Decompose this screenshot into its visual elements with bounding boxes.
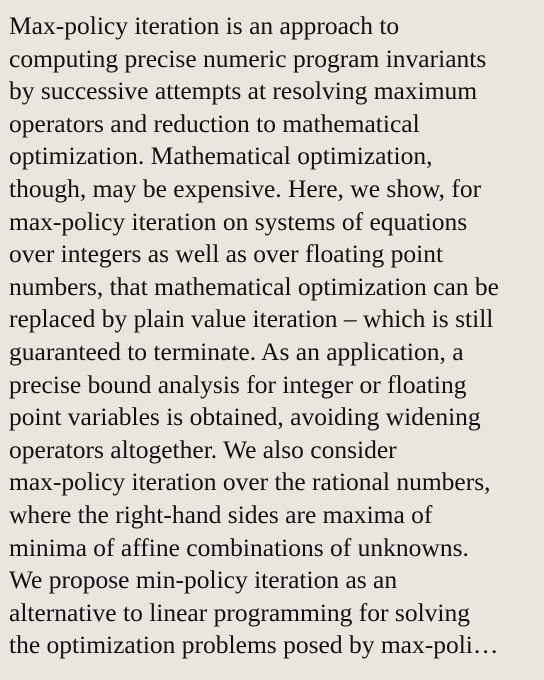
abstract-line: replaced by plain value iteration – which is still bbox=[9, 304, 494, 334]
abstract-line: We propose min-policy iteration as an bbox=[9, 565, 398, 595]
abstract-line: optimization. Mathematical optimization, bbox=[9, 141, 433, 171]
abstract-line: computing precise numeric program invariants bbox=[9, 43, 487, 73]
abstract-line: the optimization problems posed by max-poli… bbox=[9, 630, 499, 660]
abstract-line: where the right-hand sides are maxima of bbox=[9, 499, 433, 529]
abstract-line: Max-policy iteration is an approach to bbox=[9, 11, 400, 40]
abstract-line: alternative to linear programming for solving bbox=[9, 597, 470, 627]
abstract-text bbox=[9, 10, 544, 662]
abstract-line: operators altogether. We also consider bbox=[9, 434, 397, 464]
abstract-line: guaranteed to terminate. As an application, a bbox=[9, 336, 464, 366]
abstract-line: though, may be expensive. Here, we show, for bbox=[9, 173, 482, 203]
abstract-line: operators and reduction to mathematical bbox=[9, 108, 420, 138]
abstract-line: minima of affine combinations of unknowns. bbox=[9, 532, 469, 562]
abstract-line: max-policy iteration over the rational numbers, bbox=[9, 467, 491, 497]
abstract-line: max-policy iteration on systems of equations bbox=[9, 206, 468, 236]
abstract-line: over integers as well as over floating point bbox=[9, 239, 444, 269]
abstract-line: by successive attempts at resolving maximum bbox=[9, 76, 478, 106]
abstract-line: numbers, that mathematical optimization can be bbox=[9, 271, 500, 301]
abstract-line: point variables is obtained, avoiding widening bbox=[9, 402, 481, 432]
abstract-line: precise bound analysis for integer or floating bbox=[9, 369, 467, 399]
